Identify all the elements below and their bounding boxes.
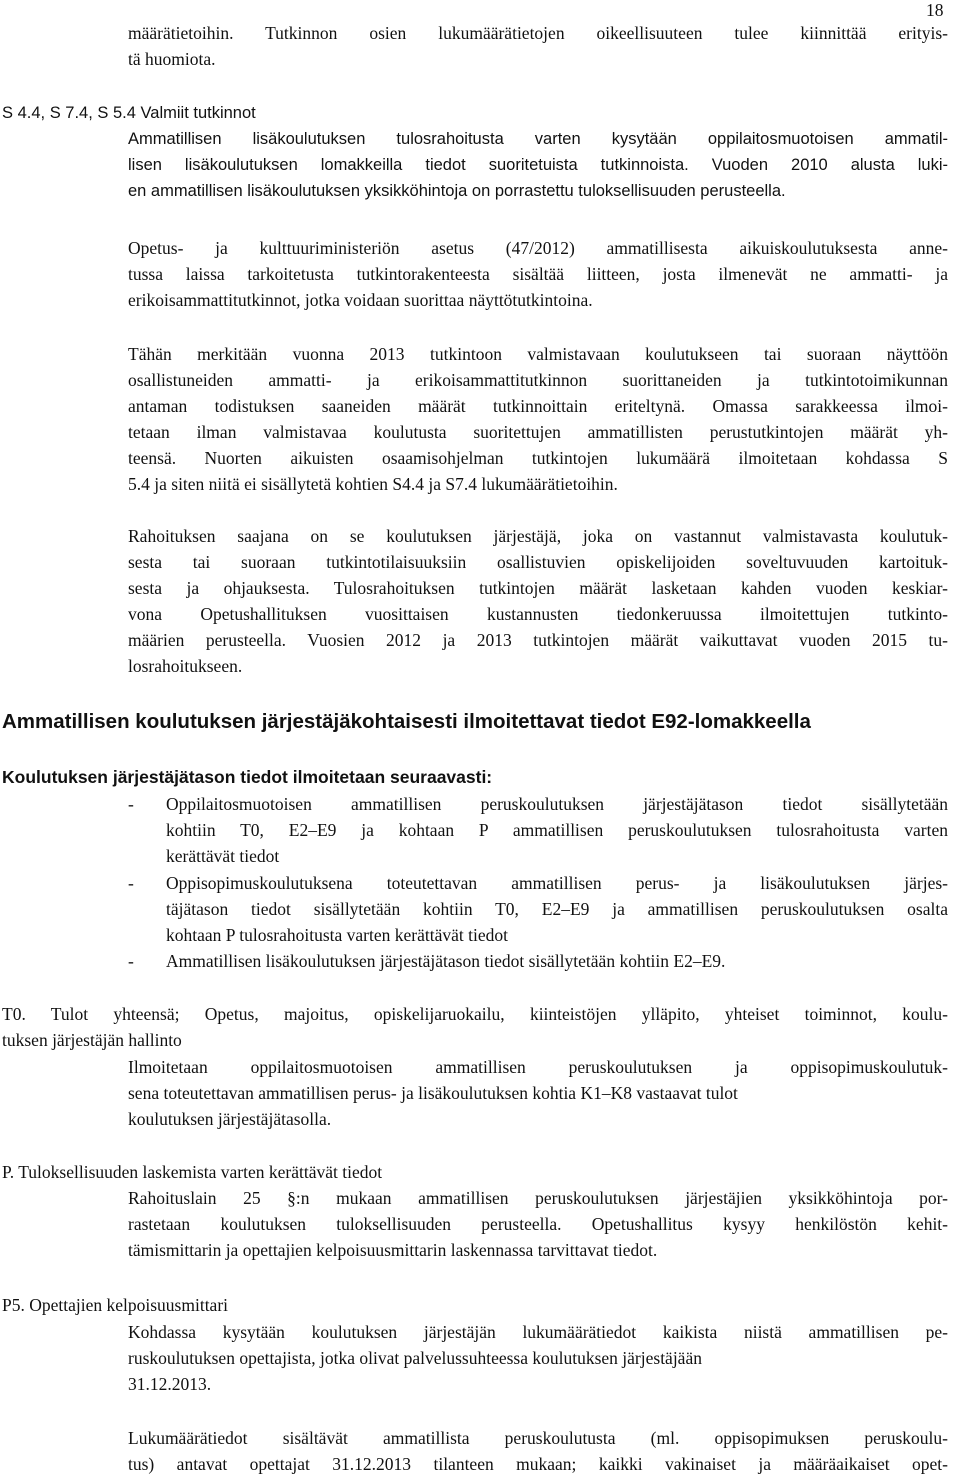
text-line: osallistuneiden ammatti- ja erikoisammattitutkinnon suorittaneiden ja tutkintotoimikunnan <box>128 370 948 390</box>
text-line: Ilmoitetaan oppilaitosmuotoisen ammatillisen peruskoulutuksen ja oppisopimuskoulutuk- <box>128 1057 948 1077</box>
text-line: sesta tai suoraan tutkintotilaisuuksiin osallistuvien opiskelijoiden soveltuvuuden kartoituk- <box>128 552 948 572</box>
text-line: tussa laissa tarkoitetusta tutkintorakenteesta sisältää liitteen, josta ilmenevät ne ammatti- ja <box>128 264 948 284</box>
text-line: Rahoituksen saajana on se koulutuksen järjestäjä, joka on vastannut valmistavasta koulutuk- <box>128 526 948 546</box>
text-line: antaman todistuksen saaneiden määrät tutkinnoittain eriteltynä. Omassa sarakkeessa ilmoi- <box>128 396 948 416</box>
section-heading: T0. Tulot yhteensä; Opetus, majoitus, opiskelijaruokailu, kiinteistöjen ylläpito, yhteiset toiminnot, koulu- <box>2 1004 948 1024</box>
text-line: Tähän merkitään vuonna 2013 tutkintoon valmistavaan koulutukseen tai suoraan näyttöön <box>128 344 948 364</box>
text-line: Ammatillisen lisäkoulutuksen tulosrahoitusta varten kysytään oppilaitosmuotoisen ammatil- <box>128 130 948 148</box>
text-line: Oppisopimuskoulutuksena toteutettavan ammatillisen perus- ja lisäkoulutuksen järjes- <box>166 873 948 893</box>
text-line: sesta ja ohjauksesta. Tulosrahoituksen tutkintojen määrät lasketaan kahden vuoden keskiar- <box>128 578 948 598</box>
text-line: Oppilaitosmuotoisen ammatillisen peruskoulutuksen järjestäjätason tiedot sisällytetään <box>166 794 948 814</box>
text-line: 5.4 ja siten niitä ei sisällytetä kohtien S4.4 ja S7.4 lukumäärätietoihin. <box>128 474 618 494</box>
dash-marker: - <box>128 951 134 971</box>
text-line: Rahoituslain 25 §:n mukaan ammatillisen peruskoulutuksen järjestäjien yksikköhintoja por- <box>128 1188 948 1208</box>
text-line: Lukumäärätiedot sisältävät ammatillista peruskoulutusta (ml. oppisopimuksen peruskoulu- <box>128 1428 948 1448</box>
text-line: 31.12.2013. <box>128 1374 212 1394</box>
section-heading: tuksen järjestäjän hallinto <box>2 1030 182 1050</box>
text-line: tus) antavat opettajat 31.12.2013 tilanteen mukaan; kaikki vakinaiset ja määräaikaiset opet- <box>128 1454 948 1474</box>
section-heading: P5. Opettajien kelpoisuusmittari <box>2 1295 229 1315</box>
text-line: tämismittarin ja opettajien kelpoisuusmittarin laskennassa tarvittavat tiedot. <box>128 1240 658 1260</box>
text-line: teensä. Nuorten aikuisten osaamisohjelman tutkintojen lukumäärä ilmoitetaan kohdassa S <box>128 448 948 468</box>
text-line: koulutuksen järjestäjätasolla. <box>128 1109 332 1129</box>
text-line: en ammatillisen lisäkoulutuksen yksikköhintoja on porrastettu tuloksellisuuden perusteella. <box>128 182 786 200</box>
text-line: Ammatillisen lisäkoulutuksen järjestäjätason tiedot sisällytetään kohtiin E2–E9. <box>166 951 726 971</box>
text-line: sena toteutettavan ammatillisen perus- ja lisäkoulutuksen kohtia K1–K8 vastaavat tulot <box>128 1083 738 1103</box>
text-line: Kohdassa kysytään koulutuksen järjestäjän lukumäärätiedot kaikista niistä ammatillisen pe- <box>128 1322 948 1342</box>
text-line: kohtaan P tulosrahoitusta varten kerättävät tiedot <box>166 925 508 945</box>
text-line: lisen lisäkoulutuksen lomakkeilla tiedot suoritetuista tutkinnoista. Vuoden 2010 alusta luki- <box>128 156 948 174</box>
text-line: täjätason tiedot sisällytetään kohtiin T0, E2–E9 ja ammatillisen peruskoulutuksen osalta <box>166 899 948 919</box>
section-heading: S 4.4, S 7.4, S 5.4 Valmiit tutkinnot <box>2 104 256 122</box>
text-line: ruskoulutuksen opettajista, jotka olivat palvelussuhteessa koulutuksen järjestäjään <box>128 1348 702 1368</box>
section-heading: P. Tuloksellisuuden laskemista varten kerättävät tiedot <box>2 1162 383 1182</box>
text-line: losrahoitukseen. <box>128 656 243 676</box>
text-line: Opetus- ja kulttuuriministeriön asetus (47/2012) ammatillisesta aikuiskoulutuksesta anne- <box>128 238 948 258</box>
text-line: erikoisammattitutkinnot, jotka voidaan suorittaa näyttötutkintoina. <box>128 290 593 310</box>
text-line: tä huomiota. <box>128 49 216 69</box>
dash-marker: - <box>128 873 134 893</box>
text-line: rastetaan koulutuksen tuloksellisuuden perusteella. Opetushallitus kysyy henkilöstön kehit- <box>128 1214 948 1234</box>
text-line: kohtiin T0, E2–E9 ja kohtaan P ammatillisen peruskoulutuksen tulosrahoitusta varten <box>166 820 948 840</box>
main-heading: Ammatillisen koulutuksen järjestäjäkohtaisesti ilmoitettavat tiedot E92-lomakkeella <box>2 710 811 733</box>
text-line: määrätietoihin. Tutkinnon osien lukumäärätietojen oikeellisuuteen tulee kiinnittää erityis- <box>128 23 948 43</box>
text-line: vona Opetushallituksen vuosittaisen kustannusten tiedonkeruussa ilmoitettujen tutkinto- <box>128 604 948 624</box>
page-number: 18 <box>926 0 944 20</box>
dash-marker: - <box>128 794 134 814</box>
text-line: kerättävät tiedot <box>166 846 280 866</box>
text-line: tetaan ilman valmistavaa koulutusta suoritettujen ammatillisten perustutkintojen määrät yh- <box>128 422 948 442</box>
sub-heading: Koulutuksen järjestäjätason tiedot ilmoitetaan seuraavasti: <box>2 767 493 787</box>
text-line: määrien perusteella. Vuosien 2012 ja 2013 tutkintojen määrät vaikuttavat vuoden 2015 tu- <box>128 630 948 650</box>
